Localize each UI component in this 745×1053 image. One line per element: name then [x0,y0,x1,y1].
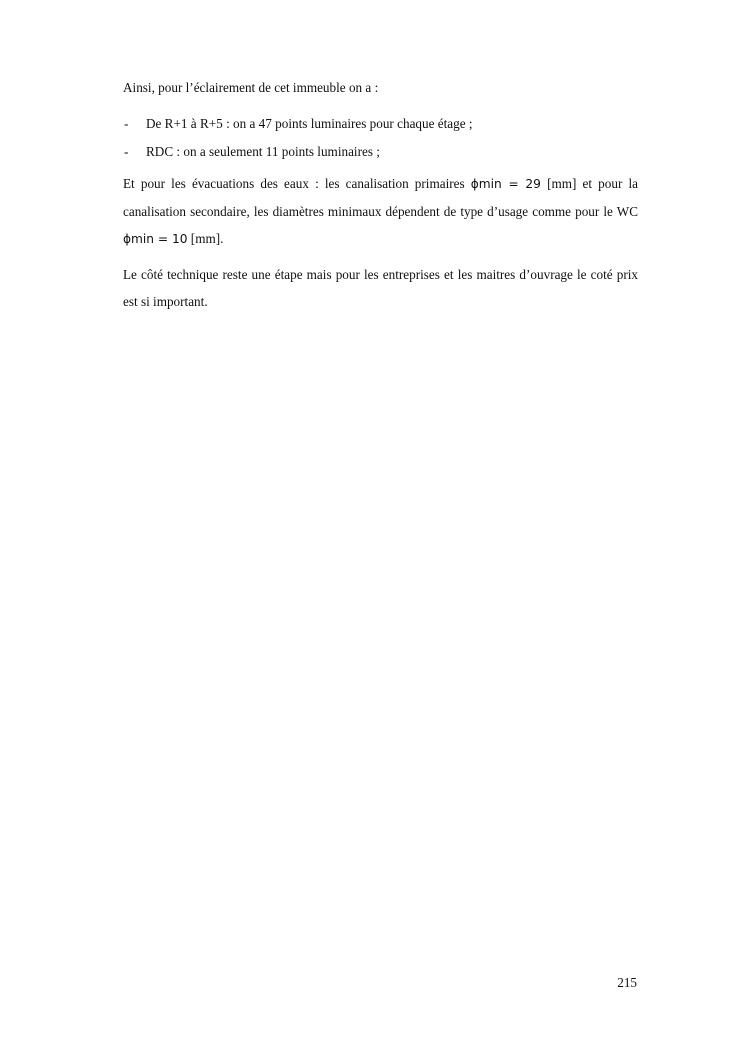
evacuation-text-part2: [mm] et pour la canalisation secondaire, les diamètres minimaux dépendent de type d’usage comme pour le WC [123,176,638,219]
wc-diameter-formula: ϕmin = 10 [123,232,188,246]
evacuation-text-part1: Et pour les évacuations des eaux : les canalisation primaires [123,176,471,191]
list-item-text: RDC : on a seulement 11 points luminaires ; [146,144,380,159]
evacuation-text-part3: [mm]. [187,231,224,246]
list-item-text: De R+1 à R+5 : on a 47 points luminaires pour chaque étage ; [146,116,473,131]
bullet-marker: - [124,116,129,131]
page-number: 215 [617,975,637,990]
conclusion-paragraph: Le côté technique reste une étape mais pour les entreprises et les maitres d’ouvrage le coté prix est si important. [123,267,638,309]
bullet-marker: - [124,144,129,159]
intro-paragraph: Ainsi, pour l’éclairement de cet immeuble on a : [123,80,379,95]
list-item [123,114,638,134]
evacuation-paragraph [123,170,638,253]
page-content [123,78,638,315]
lighting-list [123,114,638,162]
primary-diameter-formula: ϕmin = 29 [470,177,541,191]
list-item [123,142,638,162]
